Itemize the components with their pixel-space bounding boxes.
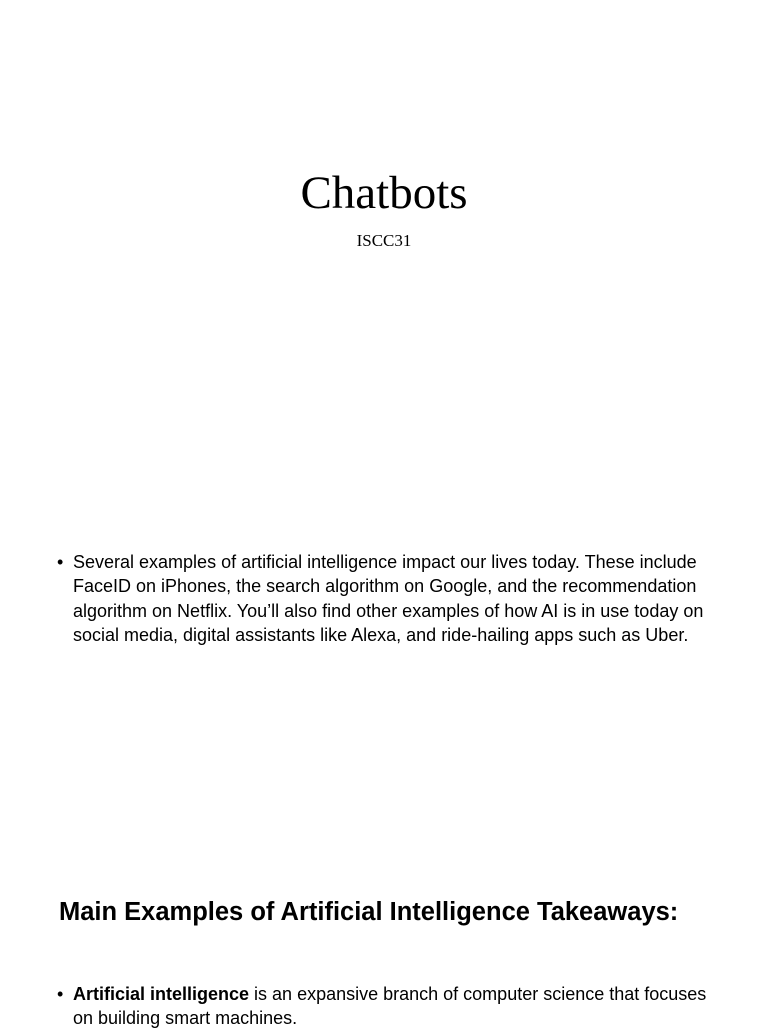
- bullet-text: [73, 982, 725, 1031]
- takeaways-heading: Main Examples of Artificial Intelligence Takeaways:: [59, 898, 679, 926]
- slide-subtitle: ISCC31: [356, 231, 412, 250]
- slide-title: Chatbots: [300, 167, 468, 219]
- list-item: [57, 982, 725, 1031]
- list-item: [57, 550, 725, 648]
- slide-takeaways-body: [57, 982, 725, 1031]
- bullet-marker: •: [57, 552, 64, 572]
- bullet-marker: •: [57, 984, 64, 1004]
- bullet-text: Several examples of artificial intelligence impact our lives today. These include FaceID on iPhones, the search algorithm on Google, and the recommendation algorithm on Netflix. You’ll also find other examples of how AI is in use today on social media, digital assistants like Alexa, and ride-hailing apps such as Uber.: [73, 552, 704, 646]
- bullet-rest-text: is an expansive branch of computer science that focuses on building smart machines.: [73, 984, 707, 1029]
- slide-examples-body: [57, 550, 725, 648]
- bullet-bold-term: Artificial intelligence: [73, 984, 250, 1004]
